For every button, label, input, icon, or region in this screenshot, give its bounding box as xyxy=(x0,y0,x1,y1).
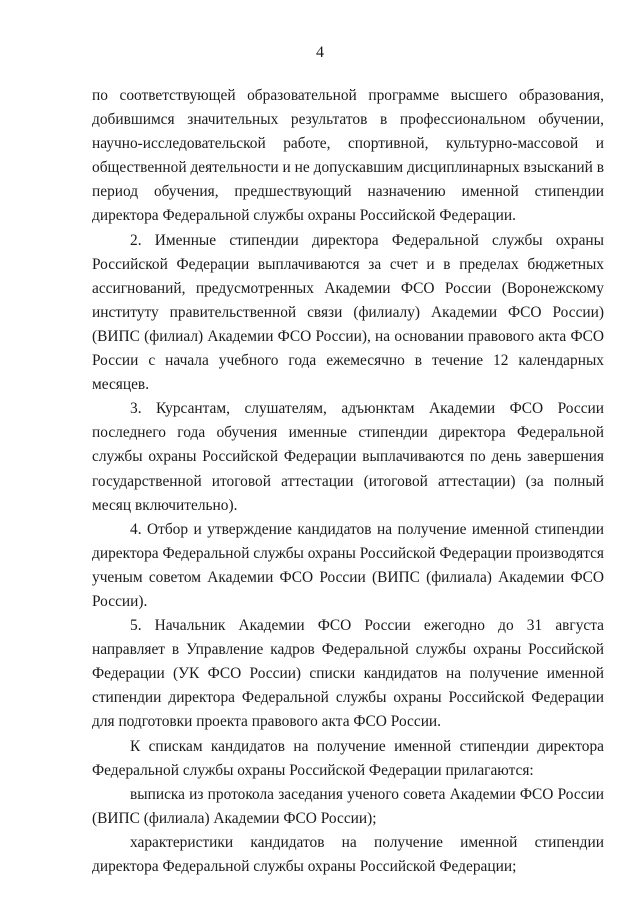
paragraph-attachment-characteristics: характеристики кандидатов на получение именной стипендии директора Федеральной службы охраны Российской Федерации; xyxy=(92,833,604,875)
document-body xyxy=(92,84,604,879)
paragraph-item-3: 3. Курсантам, слушателям, адъюнктам Академии ФСО России последнего года обучения именные стипендии директора Федеральной службы охраны Российской Федерации выплачиваются по день завершения государственной итоговой аттестации (итоговой аттестации) (за полный месяц включительно). xyxy=(92,400,604,514)
paragraph-item-5: 5. Начальник Академии ФСО России ежегодно до 31 августа направляет в Управление кадров Федеральной службы охраны Российской Федерации (УК ФСО России) списки кандидатов на получение именной стипендии директора Федеральной службы охраны Российской Федерации для подготовки проекта правового акта ФСО России. xyxy=(92,617,604,731)
paragraph-attachment-protocol: выписка из протокола заседания ученого совета Академии ФСО России (ВИПС (филиала) Академии ФСО России); xyxy=(92,785,604,827)
paragraph-continuation: по соответствующей образовательной программе высшего образования, добившимся значительных результатов в профессиональном обучении, научно-исследовательской работе, спортивной, культурно-массовой и общественной деятельности и не допускавшим дисциплинарных взысканий в период обучения, предшествующий назначению именной стипендии директора Федеральной службы охраны Российской Федерации. xyxy=(92,87,604,225)
paragraph-item-2: 2. Именные стипендии директора Федеральной службы охраны Российской Федерации выплачиваются за счет и в пределах бюджетных ассигнований, предусмотренных Академии ФСО России (Воронежскому институту правительственной связи (филиалу) Академии ФСО России) (ВИПС (филиал) Академии ФСО России), на основании правового акта ФСО России с начала учебного года ежемесячно в течение 12 календарных месяцев. xyxy=(92,231,604,394)
paragraph-attachments-intro: К спискам кандидатов на получение именной стипендии директора Федеральной службы охраны Российской Федерации прилагаются: xyxy=(92,737,604,779)
paragraph-item-4: 4. Отбор и утверждение кандидатов на получение именной стипендии директора Федеральной службы охраны Российской Федерации производятся ученым советом Академии ФСО России (ВИПС (филиала) Академии ФСО России). xyxy=(92,520,605,610)
page-number: 4 xyxy=(316,44,324,61)
